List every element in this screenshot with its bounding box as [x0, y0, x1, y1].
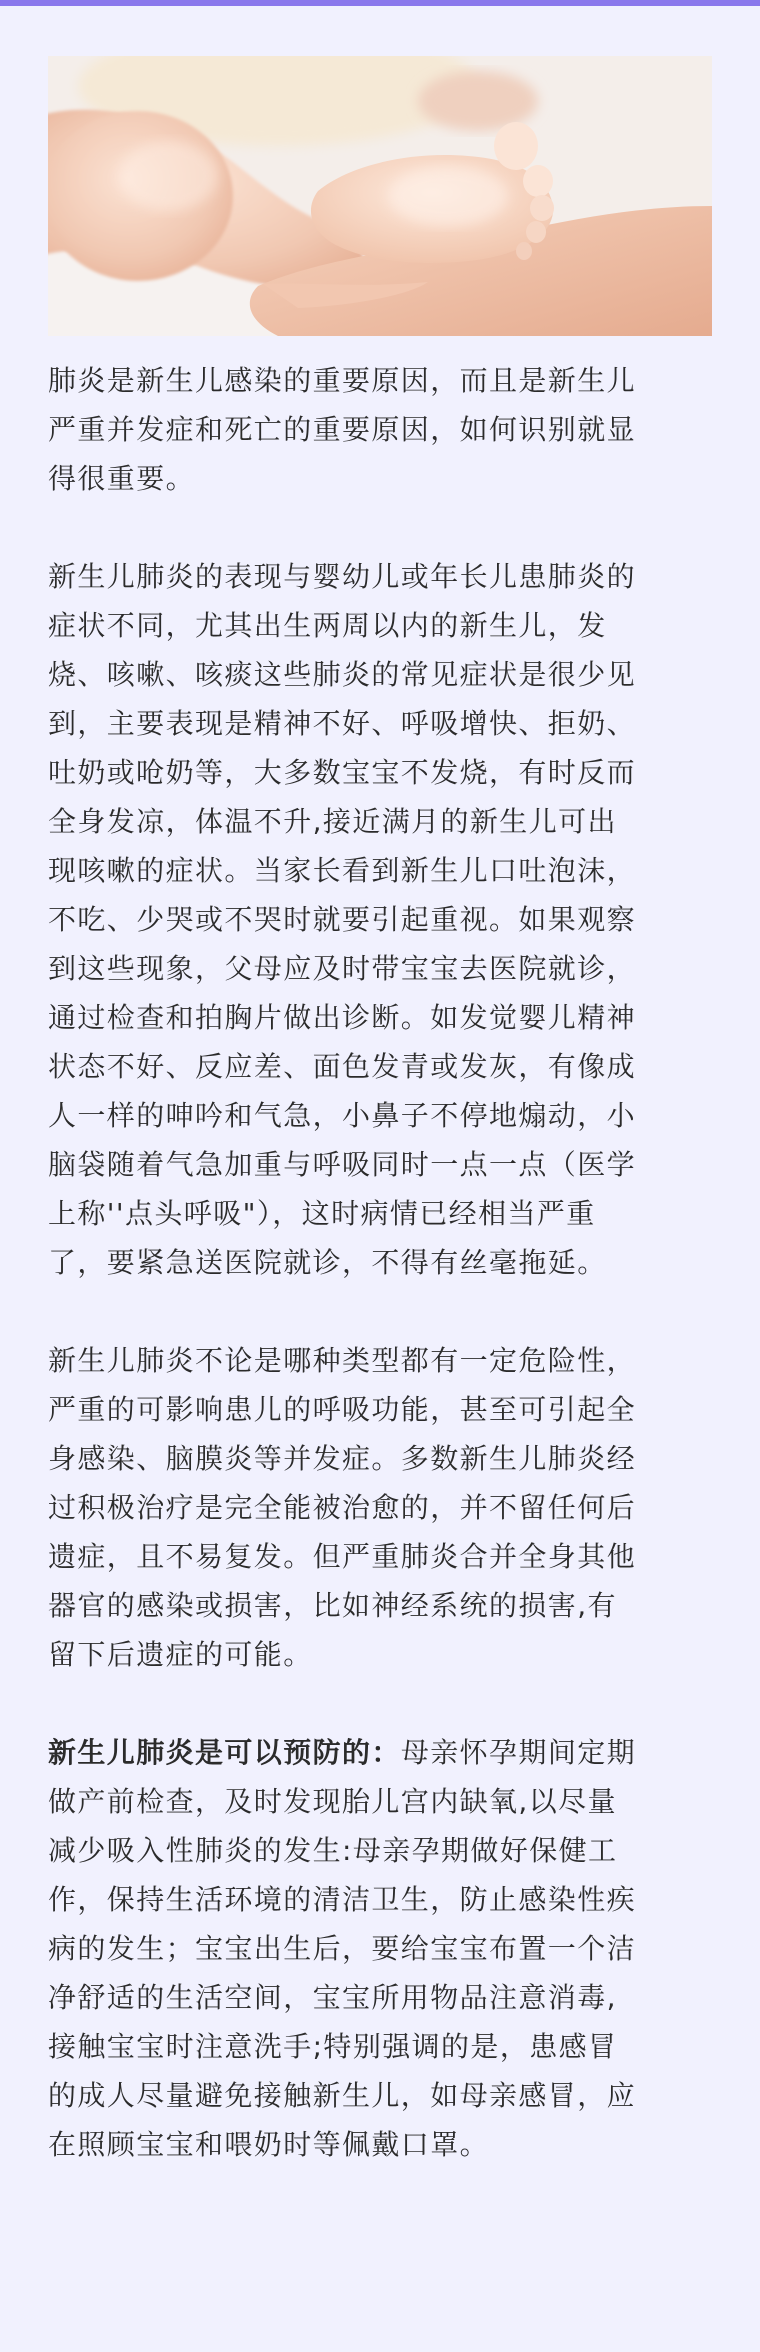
hero-image-baby-foot-in-hand — [48, 56, 712, 336]
top-accent-bar — [0, 0, 760, 6]
prevention-lead-heading: 新生儿肺炎是可以预防的： — [48, 1736, 401, 1769]
paragraph-prevention — [48, 1728, 712, 2169]
prevention-body-text: 母亲怀孕期间定期 做产前检查，及时发现胎儿宫内缺氧,以尽量 减少吸入性肺炎的发生:母亲孕期做好保健工 作，保持生活环境的清洁卫生，防止感染性疾 病的发生；宝宝出生后，要给宝宝布置一个洁 净舒适的生活空间，宝宝所用物品注意消毒, 接触宝宝时注意洗手;特别强调的是，患感冒 的成人尽量避免接触新生儿，如母亲感冒，应 在照顾宝宝和喂奶时等佩戴口罩。 — [48, 1736, 637, 2161]
baby-foot-photo — [48, 56, 712, 336]
paragraph-intro: 肺炎是新生儿感染的重要原因，而且是新生儿 严重并发症和死亡的重要原因，如何识别就显 得很重要。 — [48, 364, 637, 495]
paragraph-spacer — [48, 503, 712, 552]
paragraph-spacer — [48, 1679, 712, 1728]
paragraph-risk: 新生儿肺炎不论是哪种类型都有一定危险性， 严重的可影响患儿的呼吸功能，甚至可引起全 身感染、脑膜炎等并发症。多数新生儿肺炎经 过积极治疗是完全能被治愈的，并不留任何后 遗症，且不易复发。但严重肺炎合并全身其他 器官的感染或损害，比如神经系统的损害,有 留下后遗症的可能。 — [48, 1344, 637, 1671]
paragraph-symptoms: 新生儿肺炎的表现与婴幼儿或年长儿患肺炎的 症状不同，尤其出生两周以内的新生儿，发 烧、咳嗽、咳痰这些肺炎的常见症状是很少见 到，主要表现是精神不好、呼吸增快、拒奶、 吐奶或呛奶等，大多数宝宝不发烧，有时反而 全身发凉，体温不升,接近满月的新生儿可出 现咳嗽的症状。当家长看到新生儿口吐泡沫， 不吃、少哭或不哭时就要引起重视。如果观察 到这些现象，父母应及时带宝宝去医院就诊， 通过检查和拍胸片做出诊断。如发觉婴儿精神 状态不好、反应差、面色发青或发灰，有像成 人一样的呻吟和气急，小鼻子不停地煽动，小 脑袋随着气急加重与呼吸同时一点一点（医学 上称''点头呼吸"），这时病情已经相当严重 了，要紧急送医院就诊，不得有丝毫拖延。 — [48, 560, 637, 1279]
article-body — [48, 356, 712, 2169]
paragraph-spacer — [48, 1287, 712, 1336]
